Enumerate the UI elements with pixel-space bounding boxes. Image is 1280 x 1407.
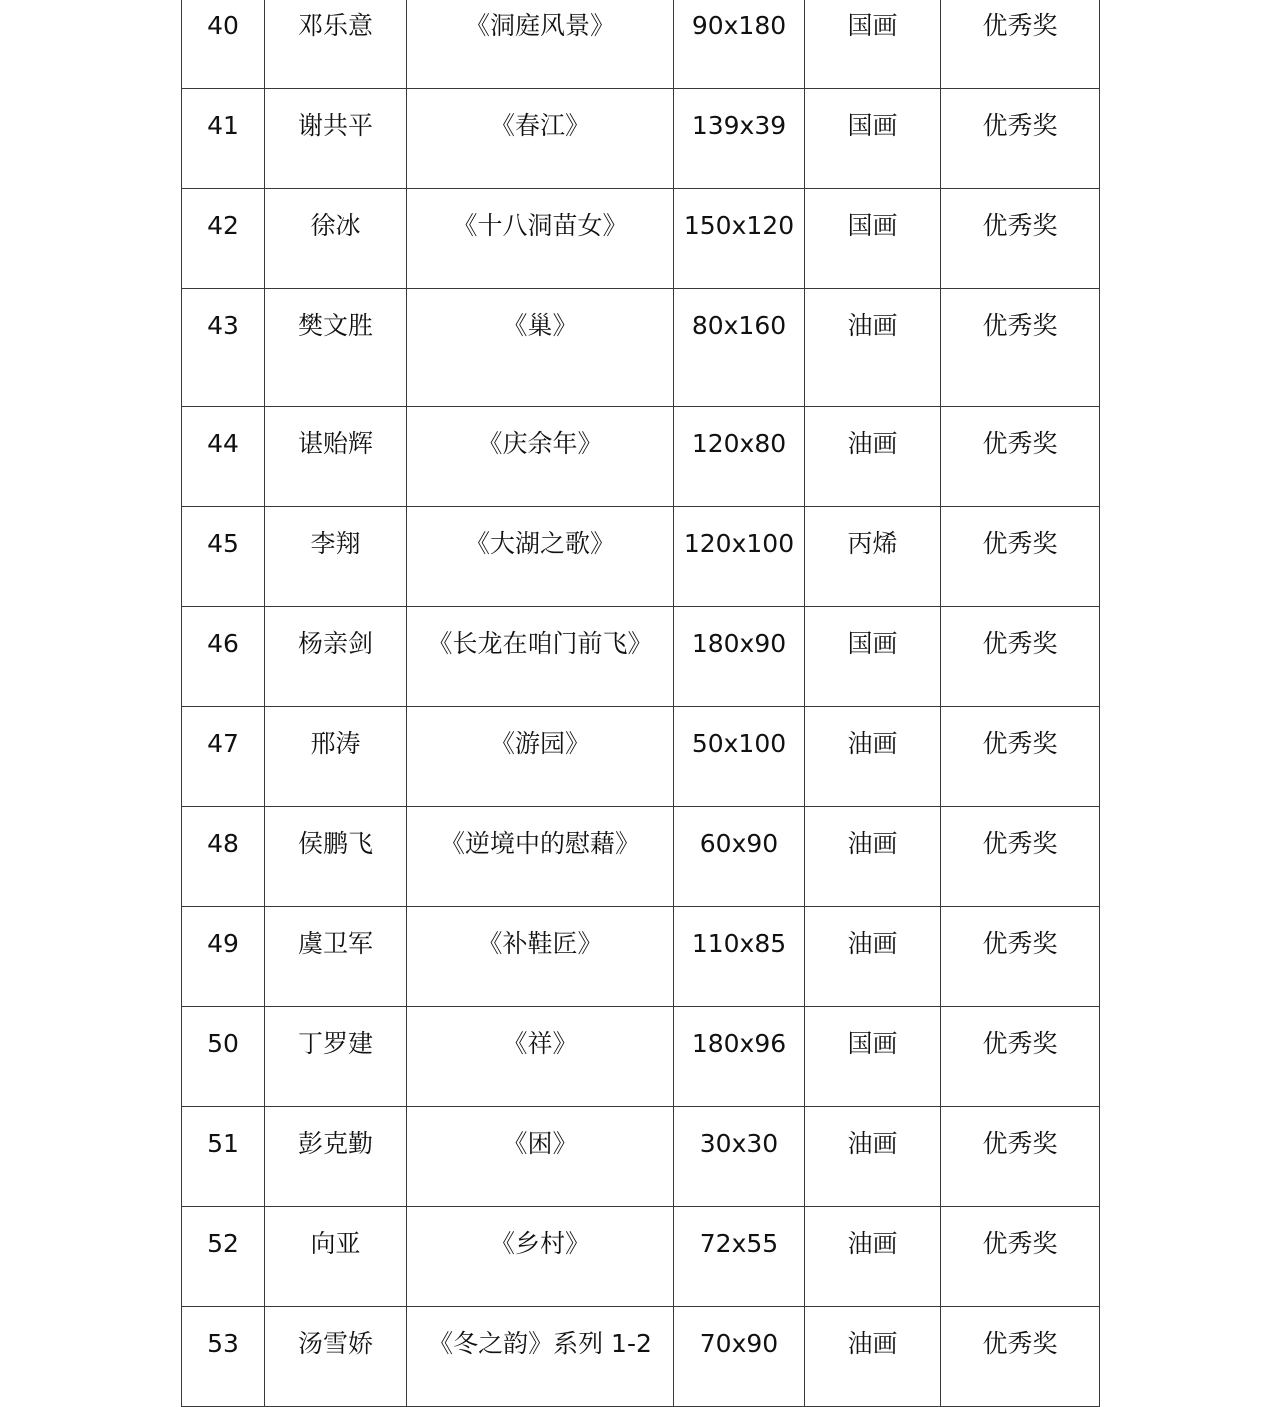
cell-artist: 侯鹏飞 xyxy=(265,807,407,907)
cell-title: 《十八洞苗女》 xyxy=(407,189,674,289)
cell-size: 110x85 xyxy=(674,907,805,1007)
cell-award: 优秀奖 xyxy=(941,189,1100,289)
table-row xyxy=(182,907,1100,1007)
cell-award: 优秀奖 xyxy=(941,0,1100,89)
cell-medium: 油画 xyxy=(805,407,941,507)
cell-artist: 丁罗建 xyxy=(265,1007,407,1107)
cell-artist: 李翔 xyxy=(265,507,407,607)
cell-title: 《祥》 xyxy=(407,1007,674,1107)
cell-number: 52 xyxy=(182,1207,265,1307)
cell-award: 优秀奖 xyxy=(941,707,1100,807)
cell-medium: 国画 xyxy=(805,0,941,89)
table-row xyxy=(182,507,1100,607)
awards-table-container xyxy=(181,0,1099,1407)
table-row xyxy=(182,89,1100,189)
cell-award: 优秀奖 xyxy=(941,1007,1100,1107)
cell-medium: 国画 xyxy=(805,607,941,707)
cell-size: 50x100 xyxy=(674,707,805,807)
cell-number: 40 xyxy=(182,0,265,89)
cell-size: 70x90 xyxy=(674,1307,805,1407)
cell-medium: 油画 xyxy=(805,807,941,907)
cell-artist: 樊文胜 xyxy=(265,289,407,407)
cell-award: 优秀奖 xyxy=(941,407,1100,507)
cell-size: 60x90 xyxy=(674,807,805,907)
cell-award: 优秀奖 xyxy=(941,1207,1100,1307)
cell-artist: 向亚 xyxy=(265,1207,407,1307)
cell-size: 180x96 xyxy=(674,1007,805,1107)
cell-artist: 邓乐意 xyxy=(265,0,407,89)
cell-number: 51 xyxy=(182,1107,265,1207)
cell-award: 优秀奖 xyxy=(941,89,1100,189)
cell-title: 《大湖之歌》 xyxy=(407,507,674,607)
cell-award: 优秀奖 xyxy=(941,807,1100,907)
cell-award: 优秀奖 xyxy=(941,907,1100,1007)
cell-medium: 油画 xyxy=(805,707,941,807)
cell-title: 《长龙在咱门前飞》 xyxy=(407,607,674,707)
cell-title: 《巢》 xyxy=(407,289,674,407)
cell-size: 90x180 xyxy=(674,0,805,89)
cell-title: 《困》 xyxy=(407,1107,674,1207)
cell-artist: 邢涛 xyxy=(265,707,407,807)
cell-title: 《春江》 xyxy=(407,89,674,189)
cell-size: 30x30 xyxy=(674,1107,805,1207)
cell-artist: 谢共平 xyxy=(265,89,407,189)
cell-medium: 油画 xyxy=(805,1107,941,1207)
table-row xyxy=(182,407,1100,507)
cell-size: 139x39 xyxy=(674,89,805,189)
awards-table xyxy=(181,0,1100,1407)
table-row xyxy=(182,1307,1100,1407)
cell-title: 《洞庭风景》 xyxy=(407,0,674,89)
cell-number: 43 xyxy=(182,289,265,407)
cell-title: 《乡村》 xyxy=(407,1207,674,1307)
cell-number: 45 xyxy=(182,507,265,607)
table-row xyxy=(182,607,1100,707)
cell-number: 44 xyxy=(182,407,265,507)
cell-size: 120x80 xyxy=(674,407,805,507)
cell-medium: 油画 xyxy=(805,907,941,1007)
cell-number: 42 xyxy=(182,189,265,289)
cell-number: 48 xyxy=(182,807,265,907)
cell-medium: 丙烯 xyxy=(805,507,941,607)
cell-award: 优秀奖 xyxy=(941,1107,1100,1207)
cell-number: 47 xyxy=(182,707,265,807)
cell-artist: 彭克勤 xyxy=(265,1107,407,1207)
table-row xyxy=(182,1107,1100,1207)
cell-award: 优秀奖 xyxy=(941,1307,1100,1407)
cell-number: 46 xyxy=(182,607,265,707)
cell-medium: 国画 xyxy=(805,189,941,289)
table-row xyxy=(182,189,1100,289)
cell-number: 53 xyxy=(182,1307,265,1407)
cell-medium: 国画 xyxy=(805,89,941,189)
cell-artist: 徐冰 xyxy=(265,189,407,289)
cell-size: 120x100 xyxy=(674,507,805,607)
cell-artist: 谌贻辉 xyxy=(265,407,407,507)
cell-title: 《游园》 xyxy=(407,707,674,807)
cell-title: 《补鞋匠》 xyxy=(407,907,674,1007)
table-row xyxy=(182,0,1100,89)
cell-medium: 油画 xyxy=(805,289,941,407)
cell-number: 49 xyxy=(182,907,265,1007)
cell-award: 优秀奖 xyxy=(941,607,1100,707)
cell-award: 优秀奖 xyxy=(941,507,1100,607)
table-row xyxy=(182,1007,1100,1107)
cell-artist: 虞卫军 xyxy=(265,907,407,1007)
cell-number: 41 xyxy=(182,89,265,189)
cell-title: 《冬之韵》系列 1-2 xyxy=(407,1307,674,1407)
cell-number: 50 xyxy=(182,1007,265,1107)
cell-title: 《逆境中的慰藉》 xyxy=(407,807,674,907)
cell-size: 150x120 xyxy=(674,189,805,289)
cell-artist: 汤雪娇 xyxy=(265,1307,407,1407)
cell-size: 72x55 xyxy=(674,1207,805,1307)
cell-title: 《庆余年》 xyxy=(407,407,674,507)
cell-medium: 油画 xyxy=(805,1307,941,1407)
cell-size: 180x90 xyxy=(674,607,805,707)
cell-medium: 国画 xyxy=(805,1007,941,1107)
cell-medium: 油画 xyxy=(805,1207,941,1307)
table-row xyxy=(182,289,1100,407)
cell-size: 80x160 xyxy=(674,289,805,407)
cell-artist: 杨亲剑 xyxy=(265,607,407,707)
table-row xyxy=(182,807,1100,907)
table-row xyxy=(182,1207,1100,1307)
table-row xyxy=(182,707,1100,807)
cell-award: 优秀奖 xyxy=(941,289,1100,407)
